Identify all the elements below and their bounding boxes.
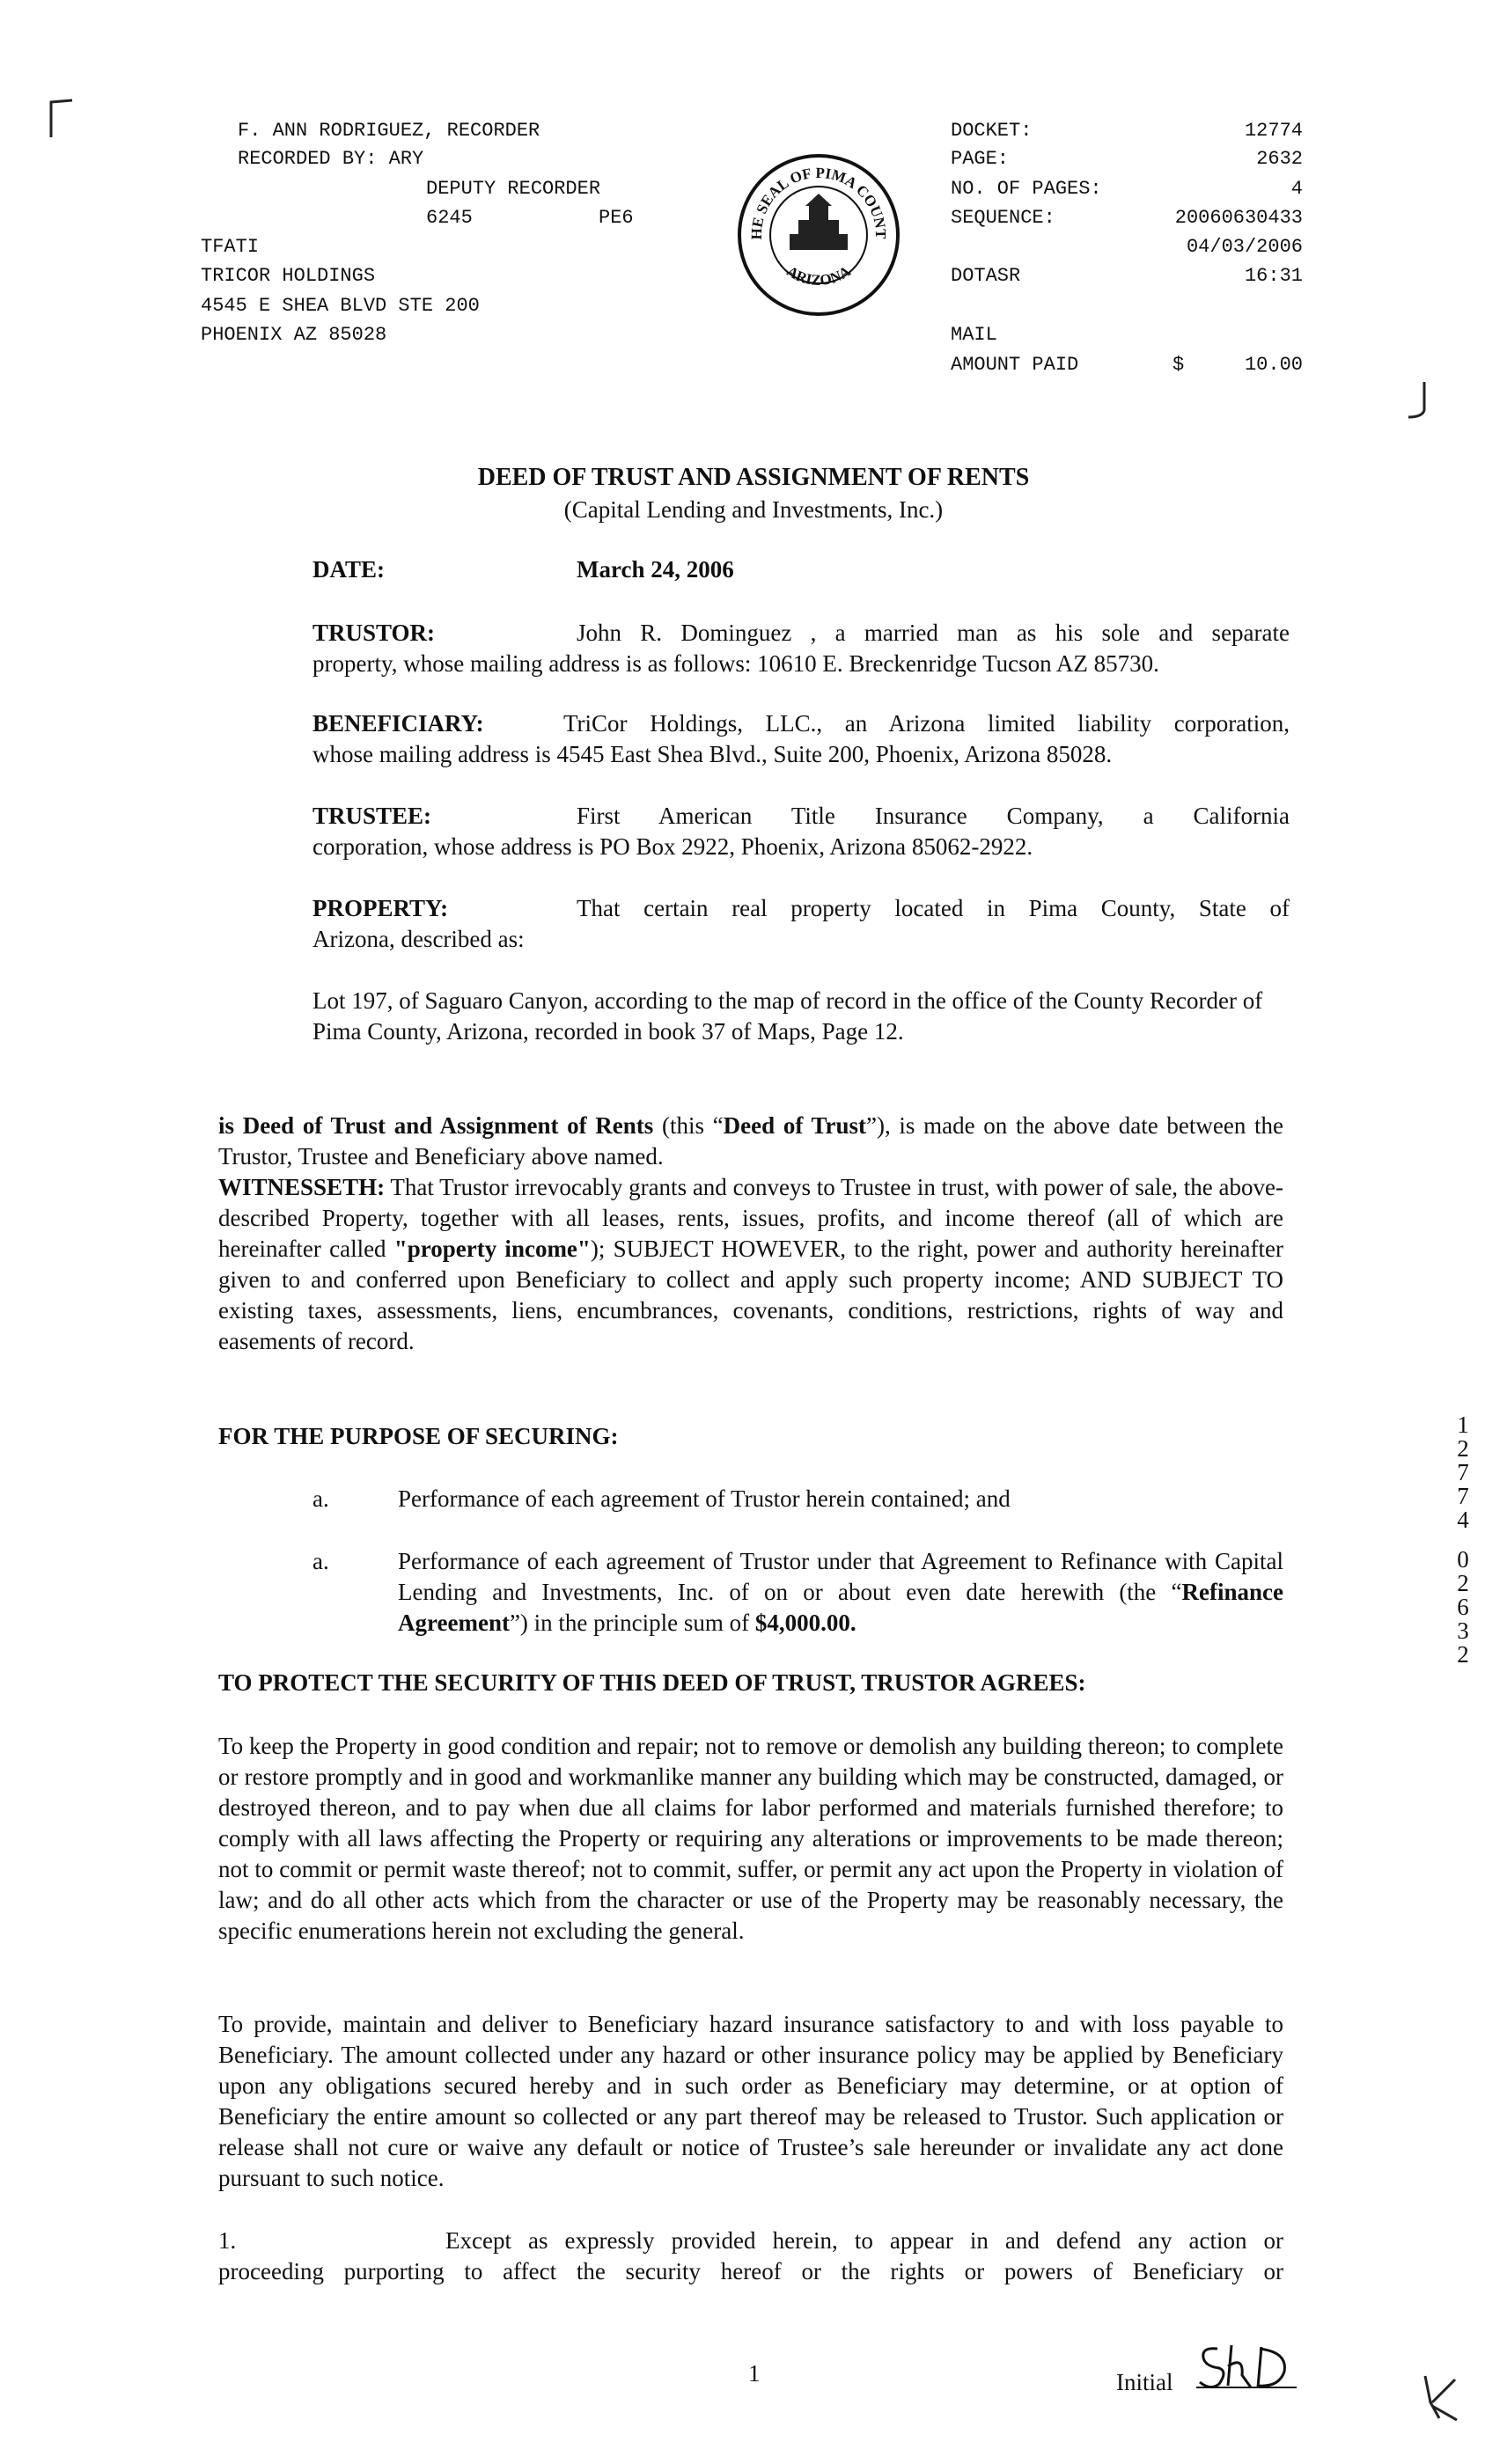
date-label: DATE: [312, 556, 386, 583]
margin-digit: 2 [1457, 1641, 1469, 1668]
recorder-code-1: 6245 [426, 207, 473, 229]
doc-type: DOTASR [951, 265, 1021, 287]
purpose-heading: FOR THE PURPOSE OF SECURING: [218, 1423, 619, 1449]
clause-1-number: 1. [218, 2227, 237, 2254]
addressee-name: TRICOR HOLDINGS [201, 265, 376, 287]
margin-digit: 7 [1457, 1459, 1469, 1485]
item-2-text [398, 1546, 1283, 1639]
pages-value: 4 [1290, 178, 1303, 200]
intro-deed-name: Deed of Trust and Assignment of Rents [242, 1112, 654, 1139]
item-1-marker: a. [312, 1485, 329, 1512]
amount-label: AMOUNT PAID [951, 354, 1079, 376]
margin-digit: 2 [1457, 1435, 1469, 1462]
corner-mark-top-right [1400, 378, 1435, 422]
amount-value: 10.00 [1244, 354, 1303, 376]
document-title: DEED OF TRUST AND ASSIGNMENT OF RENTS [477, 464, 1030, 491]
trustee-section [312, 801, 1290, 862]
margin-digit: 3 [1457, 1617, 1469, 1644]
margin-digit: 6 [1457, 1594, 1469, 1620]
margin-digit: 4 [1457, 1507, 1469, 1533]
amount-currency: $ [1173, 354, 1185, 376]
witnesseth-label: WITNESSETH: [218, 1174, 386, 1200]
pima-county-seal [735, 151, 902, 319]
margin-digit: 2 [1457, 1570, 1469, 1596]
maintenance-paragraph: To keep the Property in good condition and repair; not to remove or demolish any building thereon; to complete or restore promptly and in good and workmanlike manner any building which may be constructed, damaged, or destroyed thereon, and to pay when due all claims for labor performed and materials furnished therefore; to comply with all laws affecting the Property or requiring any alterations or improvements to be made thereon; not to commit or permit waste thereof; not to commit, suffer, or permit any act upon the Property in violation of law; and do all other acts which from the character or use of the Property may be reasonably necessary, the specific enumerations herein not excluding the general. [218, 1733, 1283, 1944]
item-1-text: Performance of each agreement of Trustor herein contained; and [398, 1485, 1011, 1512]
initial-label: Initial [1116, 2369, 1173, 2395]
document-subtitle: (Capital Lending and Investments, Inc.) [563, 496, 944, 523]
clause-1 [218, 2226, 1283, 2287]
clause-1-rest: proceeding purporting to affect the security hereof or the rights or powers of Beneficiary or [218, 2258, 1283, 2284]
item-2-end: . [849, 1610, 856, 1636]
recorded-date: 04/03/2006 [1186, 236, 1303, 258]
tfati-code: TFATI [201, 236, 260, 258]
witnesseth-paragraph [218, 1172, 1283, 1357]
page-label: PAGE: [951, 148, 1010, 170]
intro-end: ”), is made on the above date between the Trustor, Trustee and Beneficiary above named. [218, 1112, 1284, 1170]
item-2-text-b: ”) in the principle sum of [509, 1610, 750, 1636]
trustee-first-line: First American Title Insurance Company, a California [577, 803, 1290, 829]
trustor-rest: property, whose mailing address is as follows: 10610 E. Breckenridge Tucson AZ 85730. [312, 650, 1159, 677]
property-income-term: "property income" [393, 1236, 591, 1262]
addressee-city: PHOENIX AZ 85028 [201, 324, 387, 346]
intro-paragraph [218, 1111, 1283, 1172]
beneficiary-section [312, 708, 1290, 770]
pages-label: NO. OF PAGES: [951, 178, 1102, 200]
docket-value: 12774 [1244, 120, 1303, 142]
signature-icon [1193, 2336, 1298, 2398]
margin-digit: 7 [1457, 1483, 1469, 1509]
beneficiary-label: BENEFICIARY: [312, 710, 484, 737]
recorder-code-2: PE6 [599, 207, 634, 229]
trustor-section [312, 618, 1290, 679]
mail-flag: MAIL [951, 324, 997, 346]
property-first-line: That certain real property located in Pima County, State of [577, 895, 1290, 921]
sequence-value: 20060630433 [1174, 207, 1303, 229]
principal-amount: $4,000.00 [754, 1610, 850, 1636]
intro-deed-short: Deed of Trust [723, 1112, 867, 1139]
insurance-paragraph: To provide, maintain and deliver to Beneficiary hazard insurance satisfactory to and with loss payable to Beneficiary. The amount collected under any hazard or other insurance policy may be applied by Beneficiary upon any obligations secured hereby and in such order as Beneficiary may determine, or at option of Beneficiary the entire amount so collected or any part thereof may be released to Trustor. Such application or release shall not cure or waive any default or notice of Trustee’s sale hereunder or invalidate any act done pursuant to such notice. [218, 2011, 1283, 2191]
sequence-label: SEQUENCE: [951, 207, 1055, 229]
recorder-name: F. ANN RODRIGUEZ, RECORDER [238, 120, 540, 142]
refinance-agreement-term: Refinance Agreement [398, 1579, 1283, 1636]
trustee-rest: corporation, whose address is PO Box 2922, Phoenix, Arizona 85062-2922. [312, 833, 1033, 860]
protect-heading: TO PROTECT THE SECURITY OF THIS DEED OF TRUST, TRUSTOR AGREES: [218, 1669, 1086, 1696]
date-value: March 24, 2006 [577, 556, 734, 583]
intro-mid: (this “ [662, 1112, 724, 1139]
svg-text:ARIZONA [783, 262, 854, 289]
beneficiary-rest: whose mailing address is 4545 East Shea Blvd., Suite 200, Phoenix, Arizona 85028. [312, 741, 1113, 767]
recorded-by: RECORDED BY: ARY [238, 148, 424, 170]
clause-1-first-line: Except as expressly provided herein, to appear in and defend any action or [445, 2227, 1283, 2254]
item-2-text-a: Performance of each agreement of Trustor under that Agreement to Refinance with Capital Lending and Investments, Inc. of on or about even date herewith (the “ [398, 1548, 1283, 1605]
trustor-label: TRUSTOR: [312, 620, 436, 646]
docket-label: DOCKET: [951, 120, 1033, 142]
beneficiary-first-line: TriCor Holdings, LLC., an Arizona limited liability corporation, [563, 710, 1290, 737]
legal-description: Lot 197, of Saguaro Canyon, according to the map of record in the office of the County Recorder of Pima County, Arizona, recorded in book 37 of Maps, Page 12. [312, 987, 1263, 1045]
property-label: PROPERTY: [312, 895, 449, 921]
page-number: 1 [748, 2360, 761, 2387]
seal-top-text: HE SEAL OF PIMA COUNT [747, 164, 890, 240]
witnesseth-text-a: That Trustor irrevocably grants and conveys to Trustee in trust, with power of sale, the above-described Property, together with all leases, rents, issues, profits, and income thereof (all of which are hereinafter called [218, 1174, 1284, 1262]
margin-digit: 1 [1457, 1412, 1469, 1438]
trustor-first-line: John R. Dominguez , a married man as his sole and separate [577, 620, 1290, 646]
seal-icon [735, 151, 902, 319]
corner-mark-top-left [44, 95, 79, 139]
corner-mark-bottom-right [1413, 2367, 1466, 2429]
witnesseth-text-b: ); SUBJECT HOWEVER, to the right, power and authority hereinafter given to and conferred upon Beneficiary to collect and apply such property income; AND SUBJECT TO existing taxes, assessments, liens, encumbrances, covenants, conditions, restrictions, rights of way and easements of record. [218, 1236, 1283, 1354]
margin-digit: 0 [1457, 1546, 1469, 1573]
item-2-marker: a. [312, 1548, 329, 1574]
property-rest: Arizona, described as: [312, 926, 525, 952]
property-section [312, 893, 1290, 955]
page-value: 2632 [1256, 148, 1303, 170]
deputy-recorder: DEPUTY RECORDER [426, 178, 601, 200]
addressee-street: 4545 E SHEA BLVD STE 200 [201, 295, 480, 317]
seal-bottom-text: ARIZONA [783, 262, 854, 290]
recorded-time: 16:31 [1244, 265, 1303, 287]
trustee-label: TRUSTEE: [312, 803, 432, 829]
intro-is: is [218, 1112, 235, 1139]
initial-signature [1193, 2336, 1298, 2398]
